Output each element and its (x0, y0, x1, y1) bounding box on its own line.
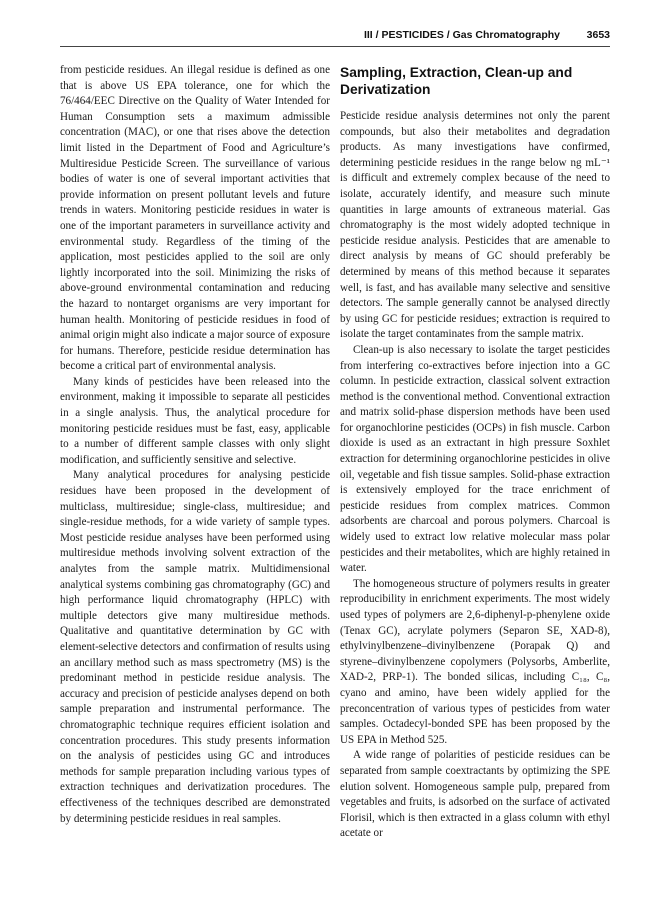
paragraph: Clean-up is also necessary to isolate the target pesticides from interfering co-extractives before injection into a GC column. In pesticide extraction, classical solvent extraction method is the conventional method. Conventional extraction and matrix solid-phase dispersion methods have been used for organochlorine pesticides (OCPs) in fish muscle. Carbon dioxide is used as an extractant in high pressure Soxhlet extraction for determining organochlorine pesticides in olive oil, vegetable and fish tissue samples. Solid-phase extraction is extensively employed for the trace enrichment of pesticide residues from complex matrices. Common adsorbents are charcoal and porous polymers. Charcoal is widely used to extract low relative molecular mass polar pesticides and their metabolites, which are highly retained in water. (340, 343, 610, 575)
section-title: Sampling, Extraction, Clean-up and Derivatization (340, 65, 573, 97)
paragraph: from pesticide residues. An illegal residue is defined as one that is above US EPA tolerance, one for which the 76/464/EEC Directive on the Quality of Water Intended for Human Consumption sets a maximum admissible concentration (MAC), or one that rises above the detection limit listed in the Department of Food and Agriculture’s Multiresidue Pesticide Screen. The surveillance of various bodies of water is one of several important activities that provide information on present pollutant levels and future trends in waters. Monitoring pesticide residues in water is one of the important parameters in surveillance activity and environmental study. Regardless of the timing of the application, most pesticides applied to the soil are only lightly incorporated into the soil. Minimizing the risks of above-ground environmental contamination and reducing the hazard to nontarget organisms are very important for human health. Monitoring of pesticide residues in food of animal origin might also indicate a major source of exposure for humans. Therefore, pesticide residue determination has become a critical part of environmental analysis. (60, 64, 330, 373)
paragraph: A wide range of polarities of pesticide residues can be separated from sample coextractants by optimizing the SPE elution solvent. Homogeneous sample pulp, prepared from vegetables and fruits, is adsorbed on the surface of activated Florisil, which is then extracted in a glass column with ethyl acetate or (340, 749, 610, 840)
paragraph: Pesticide residue analysis determines not only the parent compounds, but also their metabolites and degradation products. As many investigations have confirmed, determining pesticide residues in the range below ng mL⁻¹ is difficult and extremely complex because of the need to isolate, accurately identify, and measure such minute quantities in large amounts of extraneous material. Gas chromatography is the most widely adopted technique in pesticide residue analysis. Pesticides that are amenable to direct analysis by means of GC should preferably be determined by means of this method because it separates well, is fast, and has available many selective and sensitive detectors. The sample generally cannot be analysed directly by using GC for pesticide residues; extraction is required to isolate the target contaminates from the sample matrix. (340, 110, 610, 341)
page-number: 3653 (586, 29, 610, 41)
paragraph: Many analytical procedures for analysing pesticide residues have been proposed in the development of multiclass, multiresidue; single-class, multiresidue; and single-residue methods, for a wide variety of sample types. Most pesticide residue analyses have been performed using multiresidue methods involving solvent extraction of the analytes from the sample matrix. Multidimensional analytical systems combining gas chromatography (GC) and high performance liquid chromatography (HPLC) with multiple detectors give many multiresidue methods. Qualitative and quantitative determination by GC with element-selective detectors and confirmation of results using an ancillary method such as mass spectrometry (MS) is the predominant method in pesticide residue analysis. The accuracy and precision of pesticide analyses depend on both sample preparation and instrumental performance. The chromatographic technique requires efficient isolation and concentration procedures. This study presents information on the analysis of pesticides using GC and introduces methods for sample preparation including various types of extraction techniques and derivatization procedures. The effectiveness of the techniques described are demonstrated by determining pesticide residues in real samples. (60, 469, 330, 825)
left-column (60, 63, 330, 827)
running-header (60, 26, 610, 47)
right-column (340, 63, 610, 842)
paragraph: The homogeneous structure of polymers results in greater reproducibility in enrichment experiments. The most widely used types of polymers are 2,6-diphenyl-p-phenylene oxide (Tenax GC), acrylate polymers (Separon SE, XAD-8), ethylvinylbenzene–divinylbenzene (Porapak Q) and styrene–divinylbenzene copolymers (Polysorbs, Amberlite, XAD-2, PRP-1). The bonded silicas, including C₁₈, C₈, cyano and amino, have been widely applied for the preconcentration of various types of pesticides from water samples. Octadecyl-bonded SPE has been proposed by the US EPA in Method 525. (340, 577, 610, 746)
paragraph: Many kinds of pesticides have been released into the environment, making it impossible to separate all pesticides in a single analysis. Thus, the analytical procedure for monitoring pesticide residues must be fast, easy, applicable to a number of different sample classes with only slight modification, and sufficiently sensitive and selective. (60, 375, 330, 466)
running-title: III / PESTICIDES / Gas Chromatography (363, 29, 560, 41)
